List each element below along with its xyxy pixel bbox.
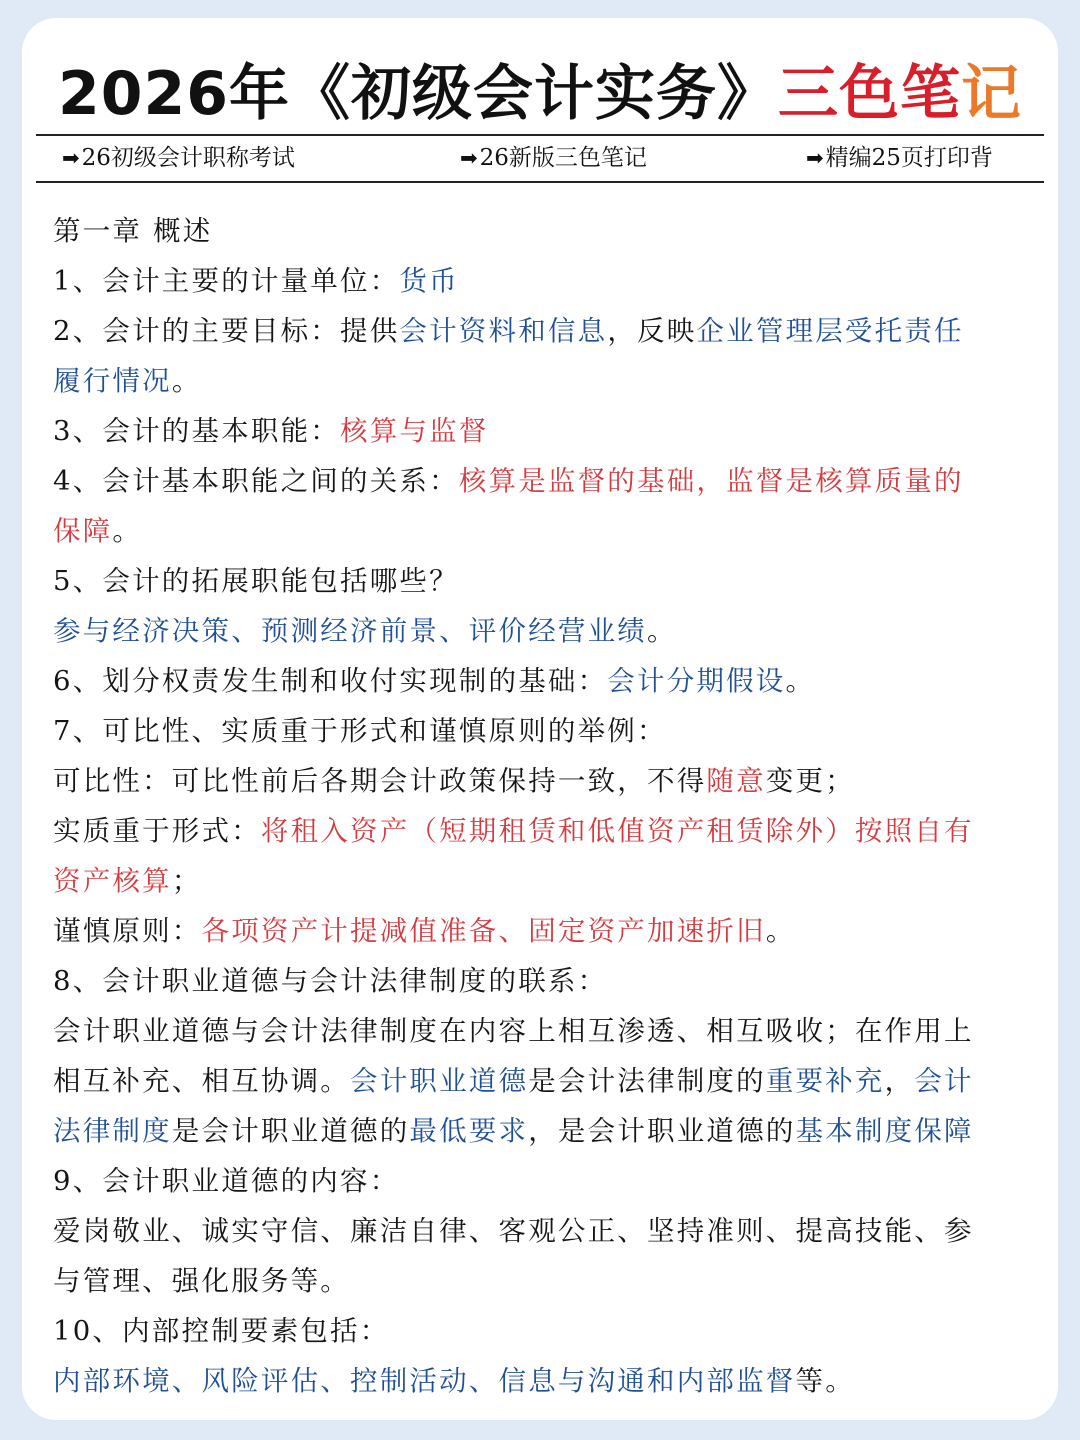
- note-line: [53, 656, 1038, 706]
- note-text: 10、内部控制要素包括：: [53, 1315, 390, 1347]
- subtitle-item-pages: [806, 136, 993, 181]
- note-text: 相互补充、相互协调。: [53, 1065, 350, 1097]
- highlight-red: 保障: [53, 515, 113, 547]
- note-text: 9、会计职业道德的内容：: [53, 1165, 400, 1197]
- note-line: [53, 256, 1038, 306]
- highlight-blue: 法律制度: [53, 1115, 172, 1147]
- subtitle-text: 精编25页打印背: [825, 145, 993, 171]
- note-text: ，反映: [607, 315, 697, 347]
- note-text: 会计职业道德与会计法律制度在内容上相互渗透、相互吸收；在作用上: [53, 1015, 974, 1047]
- subtitle-item-notes: [460, 136, 647, 181]
- note-text: 4、会计基本职能之间的关系：: [53, 465, 459, 497]
- note-line: [53, 606, 1038, 656]
- note-line: [53, 1056, 1038, 1106]
- note-text: 是会计法律制度的: [528, 1065, 766, 1097]
- highlight-blue: 会计职业道德: [350, 1065, 529, 1097]
- note-text: ，是会计职业道德的: [528, 1115, 796, 1147]
- note-text: 谨慎原则：: [53, 915, 202, 947]
- arrow-right-icon: ➡: [460, 146, 478, 170]
- highlight-blue: 会计: [914, 1065, 974, 1097]
- note-line: [53, 456, 1038, 506]
- bottom-divider: [36, 181, 1044, 183]
- note-text: 。: [785, 665, 816, 697]
- arrow-right-icon: ➡: [62, 146, 80, 170]
- highlight-red: 核算是监督的基础，监督是核算质量的: [458, 465, 964, 497]
- note-line: [53, 706, 1038, 756]
- note-line: [53, 206, 1038, 256]
- note-line: [53, 956, 1038, 1006]
- subtitle-bar: [36, 136, 1044, 181]
- note-line: [53, 1356, 1038, 1406]
- arrow-right-icon: ➡: [806, 146, 824, 170]
- highlight-blue: 基本制度保障: [795, 1115, 974, 1147]
- highlight-blue: 最低要求: [409, 1115, 529, 1147]
- note-line: [53, 356, 1038, 406]
- highlight-blue: 重要补充: [765, 1065, 885, 1097]
- highlight-red: 将租入资产（短期租赁和低值资产租赁除外）按照自有: [260, 815, 974, 847]
- note-line: [53, 556, 1038, 606]
- highlight-blue: 货币: [399, 265, 459, 297]
- notes-content: [53, 206, 1038, 1406]
- note-text: 8、会计职业道德与会计法律制度的联系：: [53, 965, 608, 997]
- highlight-red: 资产核算: [53, 865, 172, 897]
- note-text: 1、会计主要的计量单位：: [53, 265, 400, 297]
- highlight-blue: 参与经济决策、预测经济前景、评价经营业绩: [53, 615, 647, 647]
- subtitle-text: 26初级会计职称考试: [81, 145, 295, 171]
- highlight-blue: 履行情况: [53, 365, 172, 397]
- note-text: 可比性：可比性前后各期会计政策保持一致，不得: [53, 765, 707, 797]
- note-line: [53, 756, 1038, 806]
- note-text: 变更；: [765, 765, 855, 797]
- title-main: 2026年《初级会计实务》: [58, 59, 778, 129]
- title-highlight-orange: 记: [961, 59, 1022, 129]
- note-text: 7、可比性、实质重于形式和谨慎原则的举例：: [53, 715, 667, 747]
- highlight-blue: 会计资料和信息: [399, 315, 608, 347]
- note-line: [53, 1106, 1038, 1156]
- subtitle-text: 26新版三色笔记: [479, 145, 647, 171]
- note-line: [53, 1256, 1038, 1306]
- note-text: ，: [884, 1065, 915, 1097]
- note-text: 。: [765, 915, 796, 947]
- note-text: 3、会计的基本职能：: [53, 415, 340, 447]
- note-line: [53, 406, 1038, 456]
- highlight-blue: 企业管理层受托责任: [696, 315, 964, 347]
- note-text: 实质重于形式：: [53, 815, 261, 847]
- note-text: 6、划分权责发生制和收付实现制的基础：: [53, 665, 608, 697]
- note-line: [53, 1156, 1038, 1206]
- title-highlight-red: 三色笔: [778, 59, 961, 129]
- note-text: 爱岗敬业、诚实守信、廉洁自律、客观公正、坚持准则、提高技能、参: [53, 1215, 974, 1247]
- note-line: [53, 506, 1038, 556]
- note-text: 。: [647, 615, 677, 647]
- note-text: 等。: [795, 1365, 855, 1397]
- note-text: 2、会计的主要目标：提供: [53, 315, 400, 347]
- note-text: 第一章 概述: [53, 215, 213, 247]
- highlight-red: 各项资产计提减值准备、固定资产加速折旧: [201, 915, 766, 947]
- note-text: ；: [171, 865, 202, 897]
- note-text: 5、会计的拓展职能包括哪些？: [53, 565, 459, 597]
- note-line: [53, 306, 1038, 356]
- note-text: 。: [171, 365, 202, 397]
- note-text: 与管理、强化服务等。: [53, 1265, 350, 1297]
- note-line: [53, 856, 1038, 906]
- highlight-red: 核算与监督: [340, 415, 489, 447]
- highlight-blue: 会计分期假设: [607, 665, 786, 697]
- note-card: [22, 18, 1058, 1420]
- note-line: [53, 906, 1038, 956]
- highlight-red: 随意: [706, 765, 766, 797]
- page-title: [22, 54, 1058, 134]
- highlight-blue: 内部环境、风险评估、控制活动、信息与沟通和内部监督: [53, 1365, 796, 1397]
- note-line: [53, 1306, 1038, 1356]
- note-line: [53, 806, 1038, 856]
- note-line: [53, 1006, 1038, 1056]
- note-line: [53, 1206, 1038, 1256]
- note-text: 。: [112, 515, 143, 547]
- subtitle-item-exam: [62, 136, 295, 181]
- note-text: 是会计职业道德的: [171, 1115, 410, 1147]
